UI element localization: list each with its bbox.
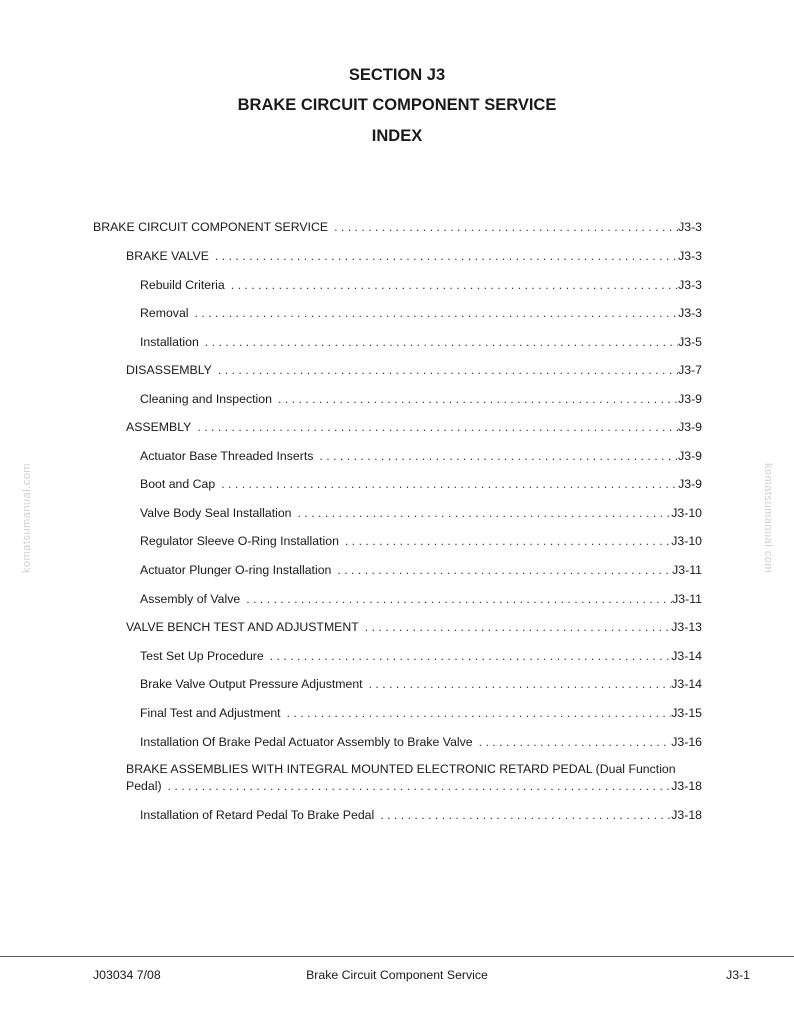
- toc-entry[interactable]: [93, 217, 702, 235]
- toc-dot-leader: [337, 562, 672, 578]
- toc-entry-title: Brake Valve Output Pressure Adjustment: [140, 677, 363, 691]
- footer-page-number: J3-1: [726, 968, 750, 982]
- toc-entry-page: J3-18: [671, 808, 702, 822]
- toc-entry-title: Boot and Cap: [140, 477, 216, 491]
- toc-dot-leader: [231, 277, 678, 293]
- toc-dot-leader: [298, 505, 672, 521]
- toc-entry-page: J3-11: [672, 563, 702, 577]
- toc-entry[interactable]: [140, 589, 702, 607]
- footer-doc-id: J03034 7/08: [93, 968, 161, 982]
- toc-entry[interactable]: [140, 560, 702, 578]
- toc-entry[interactable]: [140, 674, 702, 692]
- toc-entry-page: J3-10: [671, 506, 702, 520]
- toc-entry[interactable]: [126, 776, 702, 794]
- toc-entry[interactable]: [140, 474, 702, 492]
- toc-entry[interactable]: [126, 617, 702, 635]
- toc-entry-title: BRAKE VALVE: [126, 249, 209, 263]
- toc-entry[interactable]: [126, 417, 702, 435]
- toc-dot-leader: [365, 619, 671, 635]
- toc-dot-leader: [270, 648, 672, 664]
- toc-dot-leader: [197, 419, 678, 435]
- toc-dot-leader: [246, 591, 672, 607]
- toc-entry-page: J3-9: [678, 420, 702, 434]
- toc-dot-leader: [221, 476, 678, 492]
- toc-entry-page: J3-16: [671, 735, 702, 749]
- toc-entry[interactable]: [126, 246, 702, 264]
- toc-entry[interactable]: [140, 703, 702, 721]
- toc-dot-leader: [195, 305, 679, 321]
- toc-dot-leader: [287, 705, 672, 721]
- index-title: INDEX: [371, 127, 423, 145]
- watermark-left: komatsumanual.com: [21, 463, 33, 573]
- toc-entry[interactable]: [140, 446, 702, 464]
- section-number: SECTION J3: [348, 66, 446, 84]
- toc-dot-leader: [334, 219, 678, 235]
- toc-entry-page: J3-3: [678, 220, 702, 234]
- toc-entry-page: J3-13: [671, 620, 702, 634]
- toc-entry-title: Installation Of Brake Pedal Actuator Assembly to Brake Valve: [140, 735, 473, 749]
- toc-entry-page: J3-15: [671, 706, 702, 720]
- toc-entry-title: DISASSEMBLY: [126, 363, 212, 377]
- toc-entry-page: J3-5: [678, 335, 702, 349]
- toc-entry[interactable]: [140, 332, 702, 350]
- toc-dot-leader: [278, 391, 678, 407]
- toc-dot-leader: [168, 778, 672, 794]
- toc-entry[interactable]: [126, 360, 702, 378]
- toc-entry-title: Test Set Up Procedure: [140, 649, 264, 663]
- toc-entry-page: J3-10: [671, 534, 702, 548]
- toc-entry[interactable]: [140, 303, 702, 321]
- toc-entry[interactable]: [140, 646, 702, 664]
- toc-entry-title: Installation of Retard Pedal To Brake Pedal: [140, 808, 375, 822]
- toc-entry[interactable]: [140, 531, 702, 549]
- toc-entry-page: J3-9: [678, 449, 702, 463]
- toc-entry[interactable]: [140, 275, 702, 293]
- toc-entry-title: ASSEMBLY: [126, 420, 192, 434]
- toc-entry[interactable]: [140, 389, 702, 407]
- toc-entry-page: J3-14: [671, 677, 702, 691]
- toc-entry-title: Final Test and Adjustment: [140, 706, 281, 720]
- toc-entry-title: Valve Body Seal Installation: [140, 506, 292, 520]
- toc-dot-leader: [369, 676, 672, 692]
- toc-entry-title: BRAKE CIRCUIT COMPONENT SERVICE: [93, 220, 329, 234]
- toc-dot-leader: [205, 334, 678, 350]
- toc-entry-title: Cleaning and Inspection: [140, 392, 272, 406]
- toc-entry-title: Rebuild Criteria: [140, 278, 225, 292]
- toc-entry-page: J3-9: [678, 392, 702, 406]
- watermark-right: komatsumanual.com: [762, 463, 774, 573]
- toc-entry[interactable]: [140, 503, 702, 521]
- toc-dot-leader: [345, 533, 671, 549]
- toc-entry-title-line1: BRAKE ASSEMBLIES WITH INTEGRAL MOUNTED ELECTRONIC RETARD PEDAL (Dual Function: [126, 762, 676, 776]
- toc-entry-page: J3-3: [678, 249, 702, 263]
- toc-entry-title: Regulator Sleeve O-Ring Installation: [140, 534, 339, 548]
- toc-dot-leader: [218, 362, 678, 378]
- footer-divider: [0, 956, 794, 957]
- toc-entry-title: Pedal): [126, 779, 162, 793]
- toc-entry-title: Assembly of Valve: [140, 592, 241, 606]
- toc-entry-title: Actuator Plunger O-ring Installation: [140, 563, 332, 577]
- toc-entry-page: J3-9: [678, 477, 702, 491]
- footer-title: Brake Circuit Component Service: [306, 968, 488, 982]
- toc-entry-page: J3-14: [671, 649, 702, 663]
- toc-entry-page: J3-7: [678, 363, 702, 377]
- section-title: BRAKE CIRCUIT COMPONENT SERVICE: [237, 96, 557, 114]
- toc-entry-title: Installation: [140, 335, 199, 349]
- toc-dot-leader: [215, 248, 678, 264]
- toc-entry[interactable]: [140, 805, 702, 823]
- toc-entry[interactable]: [140, 732, 702, 750]
- toc-entry-title: Actuator Base Threaded Inserts: [140, 449, 314, 463]
- toc-entry-page: J3-3: [678, 278, 702, 292]
- toc-entry-page: J3-3: [678, 306, 702, 320]
- toc-entry-page: J3-11: [672, 592, 702, 606]
- toc-entry-title: VALVE BENCH TEST AND ADJUSTMENT: [126, 620, 359, 634]
- toc-dot-leader: [479, 734, 672, 750]
- toc-entry-title: Removal: [140, 306, 189, 320]
- toc-dot-leader: [380, 807, 671, 823]
- toc-entry-page: J3-18: [671, 779, 702, 793]
- toc-dot-leader: [319, 448, 678, 464]
